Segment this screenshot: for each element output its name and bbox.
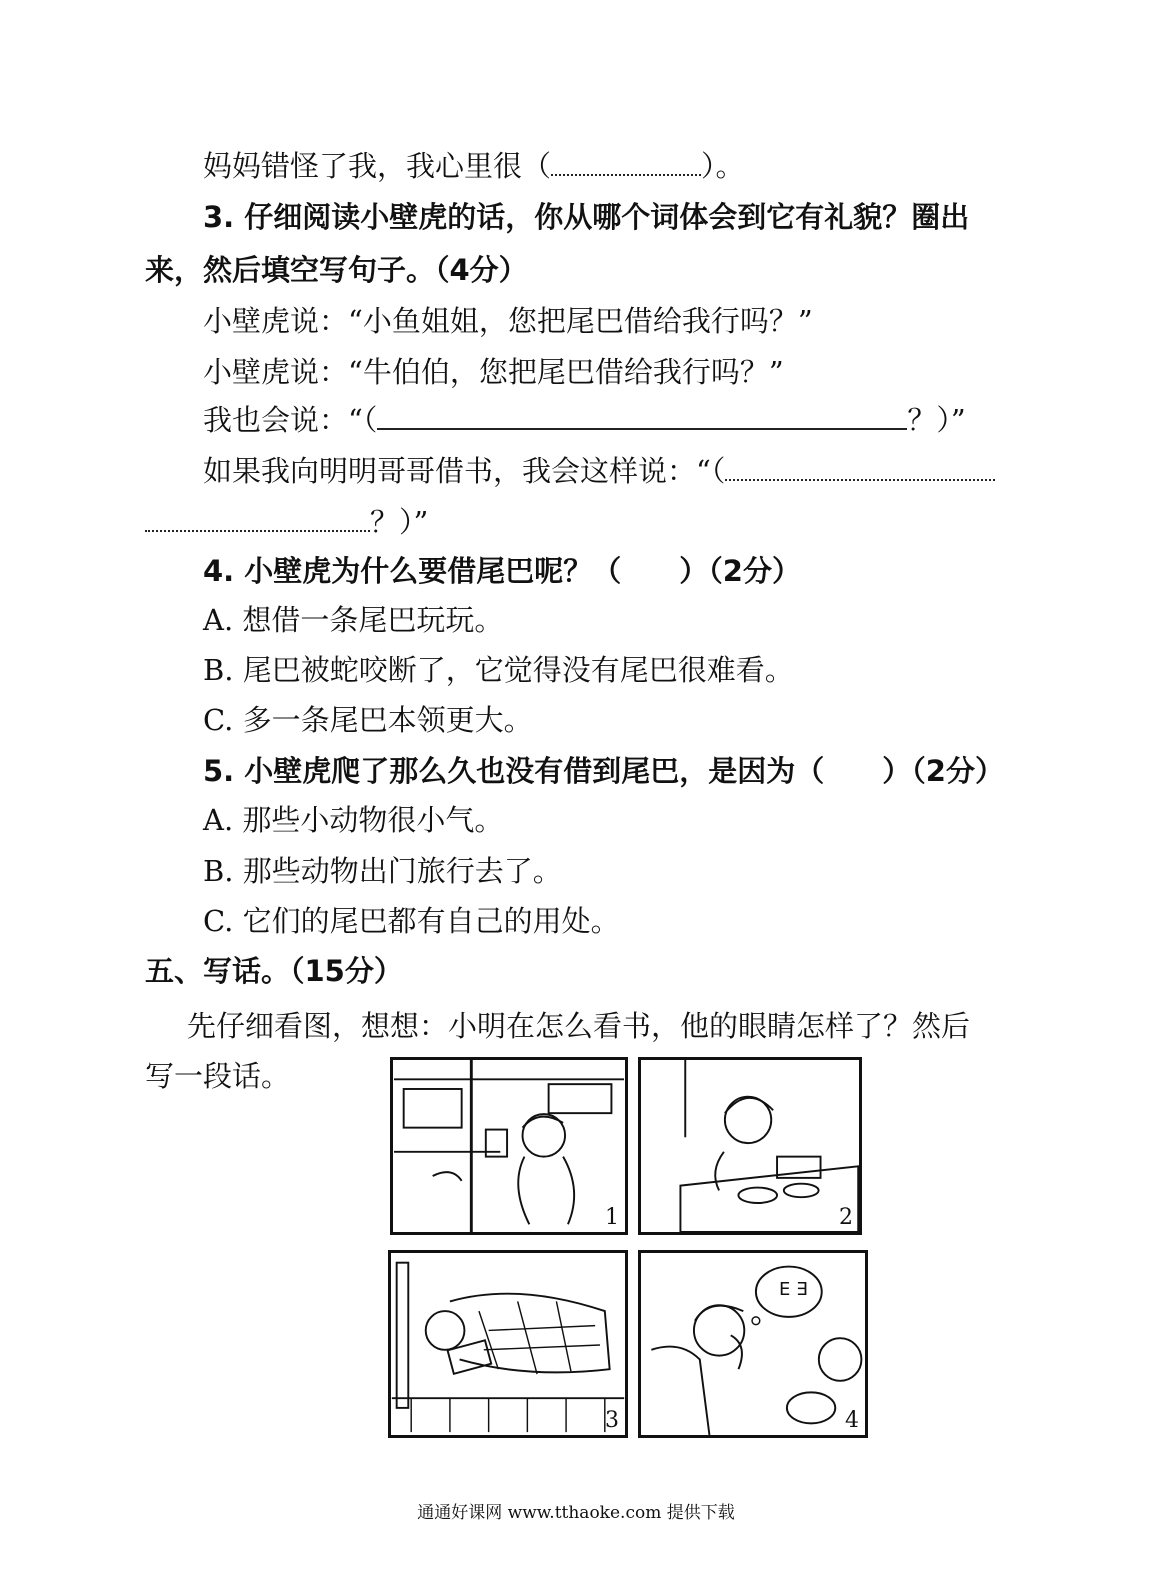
question-5-title: 5. 小壁虎爬了那么久也没有借到尾巴，是因为（ ）（2分） [203,754,1004,788]
sentence-3: 我也会说：“（ ？）” [203,403,966,437]
picture-panel-2 [638,1057,862,1235]
sentence-2: 小壁虎说：“牛伯伯，您把尾巴借给我行吗？” [203,355,784,389]
panel-number: 4 [845,1408,859,1433]
picture-panel-4 [638,1250,868,1438]
section-5-prompt: 先仔细看图，想想：小明在怎么看书，他的眼睛怎样了？然后 [187,1009,971,1043]
panel-number: 3 [605,1408,619,1433]
panel-number: 2 [839,1205,853,1230]
panel-number: 1 [605,1205,619,1230]
question-3-title: 3. 仔细阅读小壁虎的话，你从哪个词体会到它有礼貌？圈出 [203,200,970,234]
option-5b[interactable]: B. 那些动物出门旅行去了。 [203,854,562,888]
eye-trouble-illustration [641,1253,865,1435]
bed-reading-illustration [391,1253,625,1435]
answer-blank[interactable] [377,427,907,430]
option-5a[interactable]: A. 那些小动物很小气。 [203,803,504,837]
eating-reading-illustration [641,1060,859,1232]
footer-credit: 通通好课网 www.tthaoke.com 提供下载 [417,1503,735,1523]
section-5-title: 五、写话。（15分） [145,954,403,988]
sentence-4-cont: ？）” [145,508,428,537]
option-5c[interactable]: C. 它们的尾巴都有自己的用处。 [203,904,620,938]
answer-blank[interactable] [551,173,701,176]
option-4a[interactable]: A. 想借一条尾巴玩玩。 [203,603,504,637]
section-5-prompt-cont: 写一段话。 [145,1059,291,1093]
answer-blank[interactable] [725,478,995,481]
question-4-title: 4. 小壁虎为什么要借尾巴呢？（ ）（2分） [203,554,801,588]
picture-panel-3 [388,1250,628,1438]
option-4c[interactable]: C. 多一条尾巴本领更大。 [203,703,533,737]
question-3-title-cont: 来，然后填空写句子。（4分） [145,253,528,287]
answer-blank[interactable] [145,529,370,532]
bus-reading-illustration [393,1060,625,1232]
sentence-4: 如果我向明明哥哥借书，我会这样说：“（ [203,457,995,486]
option-4b[interactable]: B. 尾巴被蛇咬断了，它觉得没有尾巴很难看。 [203,653,794,687]
sentence-1: 小壁虎说：“小鱼姐姐，您把尾巴借给我行吗？” [203,304,813,338]
speech-bubble-text: E ∃ [779,1279,808,1300]
picture-panel-1 [390,1057,628,1235]
line-feeling: 妈妈错怪了我，我心里很（ ）。 [203,149,745,183]
